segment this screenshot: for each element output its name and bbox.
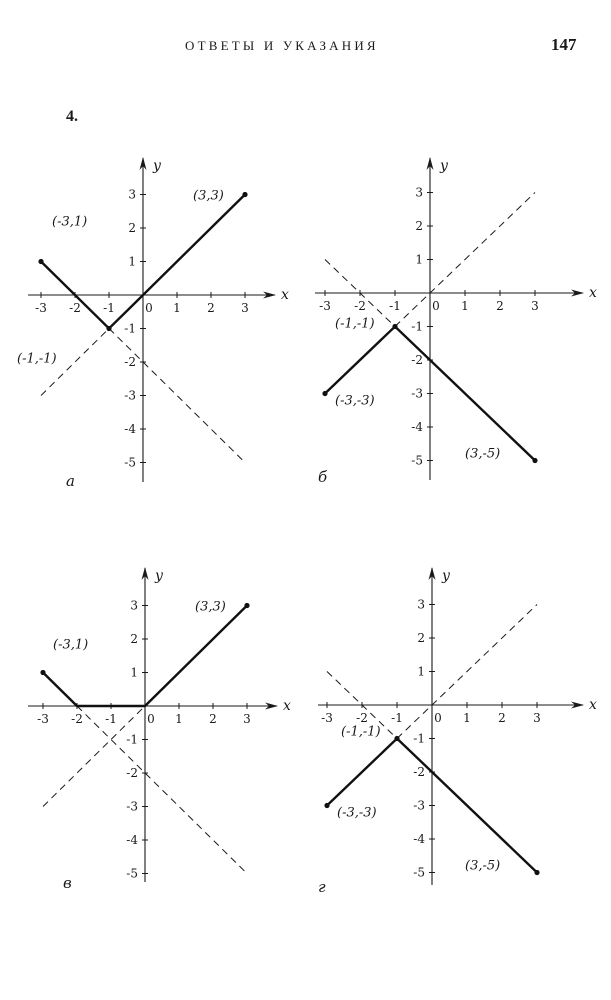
y-tick-label: 1: [415, 252, 423, 267]
page-number: 147: [551, 35, 577, 54]
point-label: (-1,-1): [17, 351, 57, 367]
x-tick-label: -1: [389, 299, 401, 313]
point-label: (-1,-1): [335, 316, 375, 332]
graph-point: [534, 870, 539, 875]
x-tick-label: -1: [105, 712, 117, 726]
point-label: (3,-5): [465, 858, 501, 874]
y-tick-label: 3: [415, 185, 423, 200]
dashed-line: [43, 706, 145, 807]
point-label: (3,-5): [465, 446, 501, 462]
x-tick-label: 3: [531, 299, 539, 313]
x-tick-label: -2: [354, 299, 366, 313]
y-tick-label: -2: [413, 765, 425, 779]
graph-point: [106, 326, 111, 331]
x-tick-label: 3: [533, 711, 541, 725]
x-tick-label: 3: [241, 301, 249, 315]
x-axis-label: x: [589, 697, 597, 713]
y-tick-label: -1: [413, 731, 425, 746]
panel-letter: г: [318, 878, 326, 896]
y-tick-label: -1: [126, 732, 138, 747]
x-tick-label: -1: [103, 301, 115, 315]
x-tick-label: 3: [243, 712, 251, 726]
x-tick-label: 1: [463, 711, 471, 725]
y-tick-label: -5: [126, 866, 138, 881]
y-axis-label: y: [153, 158, 161, 174]
y-tick-label: 3: [128, 187, 136, 202]
point-label: (-3,1): [53, 637, 89, 653]
y-tick-label: -2: [124, 355, 136, 369]
origin-label: 0: [147, 712, 155, 726]
y-tick-label: 3: [130, 598, 138, 613]
point-label: (3,3): [195, 599, 226, 615]
graph-point: [244, 603, 249, 608]
y-tick-label: -2: [126, 766, 138, 780]
point-label: (3,3): [193, 188, 224, 204]
x-tick-label: -3: [35, 301, 47, 315]
x-tick-label: 1: [461, 299, 469, 313]
point-label: (-3,-3): [337, 805, 377, 821]
y-tick-label: -2: [411, 353, 423, 367]
y-tick-label: 1: [130, 665, 138, 680]
point-label: (-1,-1): [341, 724, 381, 740]
graph-point: [322, 391, 327, 396]
y-tick-label: 2: [128, 221, 136, 235]
x-tick-label: -1: [391, 711, 403, 725]
panel-letter: а: [66, 472, 75, 490]
x-tick-label: -3: [37, 712, 49, 726]
y-tick-label: -3: [124, 388, 136, 403]
y-tick-label: 2: [415, 219, 423, 233]
y-tick-label: -3: [413, 798, 425, 813]
y-tick-label: -3: [411, 386, 423, 401]
graph-point: [532, 458, 537, 463]
y-tick-label: 1: [417, 664, 425, 679]
origin-label: 0: [432, 299, 440, 313]
origin-label: 0: [434, 711, 442, 725]
y-tick-label: -4: [124, 422, 136, 436]
y-tick-label: 1: [128, 254, 136, 269]
graph-point: [38, 259, 43, 264]
x-axis-label: x: [283, 698, 291, 714]
y-axis-label: y: [155, 568, 163, 584]
y-tick-label: -5: [124, 455, 136, 470]
graph-point: [242, 192, 247, 197]
x-tick-label: 2: [207, 301, 215, 315]
point-label: (-3,1): [52, 214, 88, 230]
panel-letter: в: [63, 874, 72, 892]
x-axis-label: x: [589, 285, 597, 301]
y-axis-label: y: [442, 568, 450, 584]
point-label: (-3,-3): [335, 393, 375, 409]
origin-label: 0: [145, 301, 153, 315]
y-tick-label: -1: [124, 321, 136, 336]
graph-point: [392, 324, 397, 329]
panel-letter: б: [318, 468, 328, 486]
problem-number: 4.: [66, 108, 78, 125]
y-tick-label: -4: [413, 832, 425, 846]
y-tick-label: -1: [411, 319, 423, 334]
graph-point: [324, 803, 329, 808]
y-tick-label: 2: [417, 631, 425, 645]
y-tick-label: -5: [411, 453, 423, 468]
y-axis-label: y: [440, 158, 448, 174]
graph-point: [394, 736, 399, 741]
y-tick-label: 3: [417, 597, 425, 612]
running-title: ОТВЕТЫ И УКАЗАНИЯ: [185, 38, 379, 53]
y-tick-label: 2: [130, 632, 138, 646]
y-tick-label: -3: [126, 799, 138, 814]
x-tick-label: 2: [209, 712, 217, 726]
graph-point: [40, 670, 45, 675]
dashed-line: [77, 706, 247, 874]
x-tick-label: -2: [69, 301, 81, 315]
x-tick-label: -2: [356, 711, 368, 725]
x-tick-label: 1: [175, 712, 183, 726]
y-tick-label: -4: [411, 420, 423, 434]
y-tick-label: -4: [126, 833, 138, 847]
x-tick-label: -3: [321, 711, 333, 725]
x-tick-label: 2: [496, 299, 504, 313]
x-tick-label: 2: [498, 711, 506, 725]
x-tick-label: -3: [319, 299, 331, 313]
x-tick-label: -2: [71, 712, 83, 726]
y-tick-label: -5: [413, 865, 425, 880]
x-tick-label: 1: [173, 301, 181, 315]
x-axis-label: x: [281, 287, 289, 303]
